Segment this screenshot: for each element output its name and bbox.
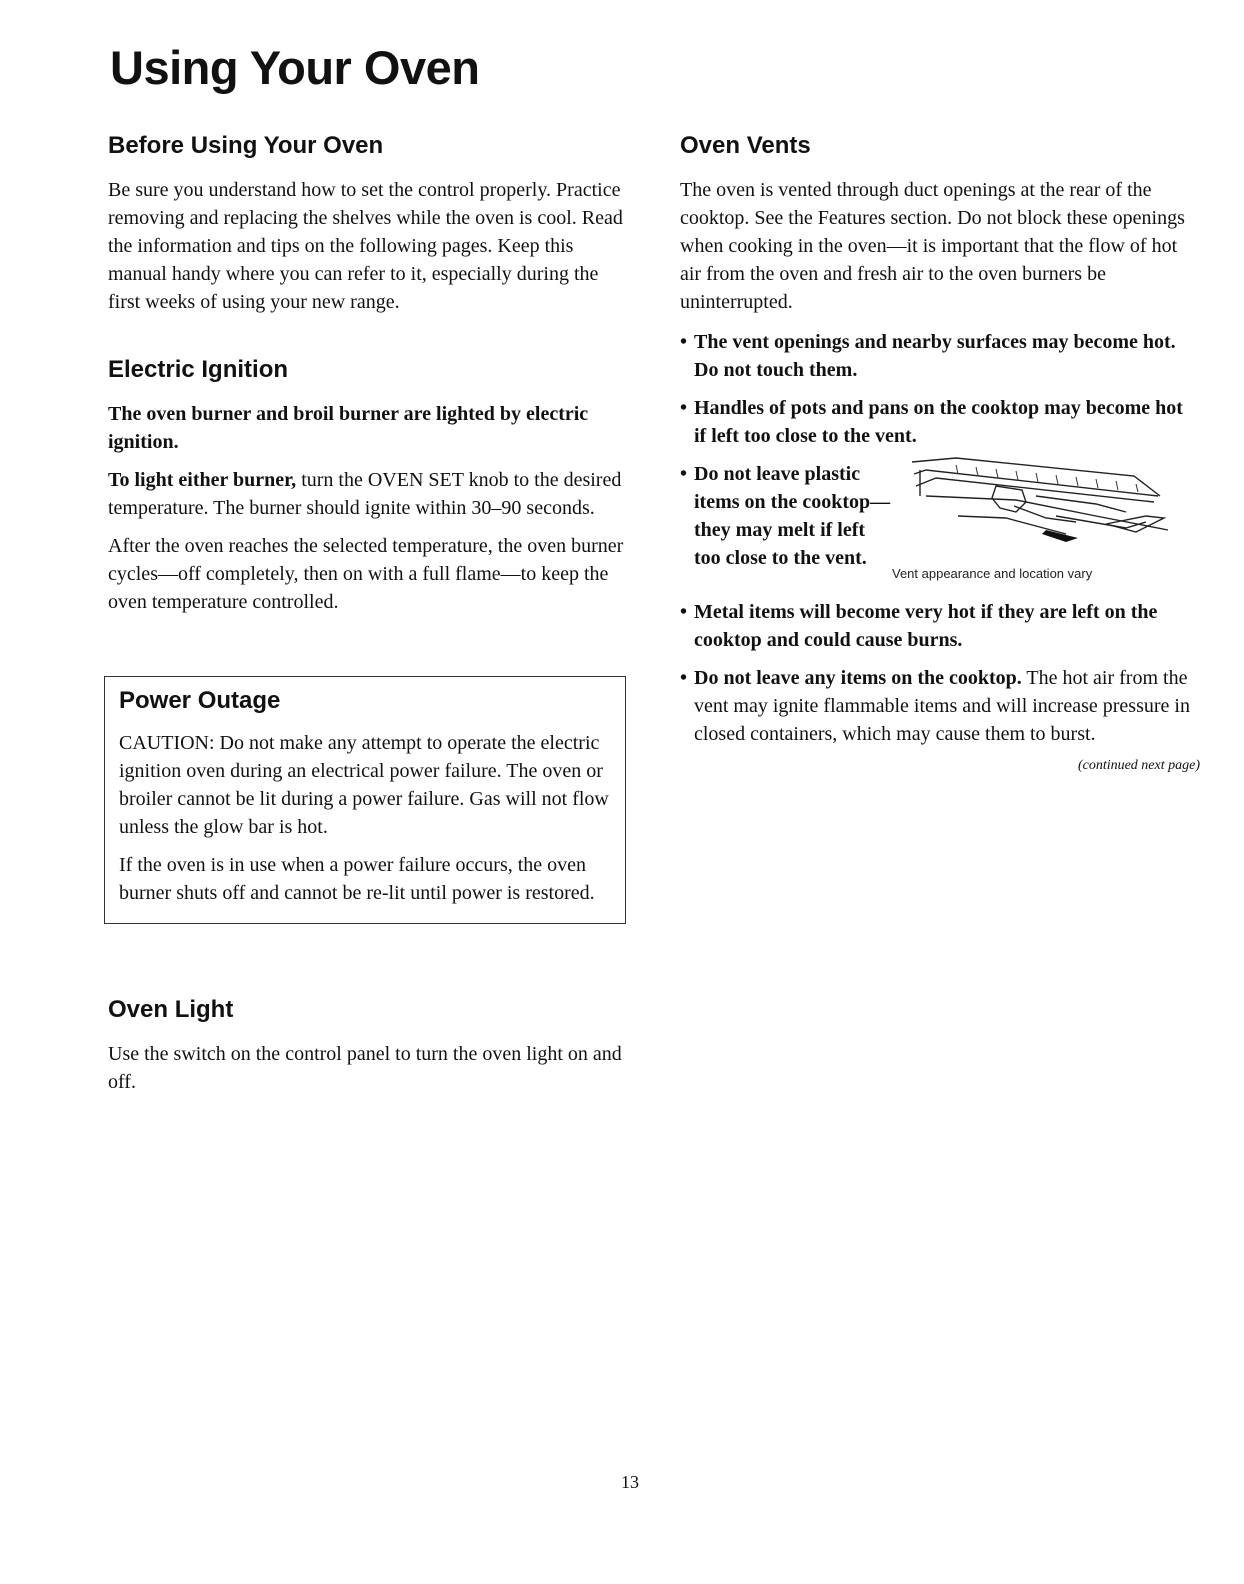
vent-figure-caption: Vent appearance and location vary (892, 566, 1093, 581)
light-burner-text: turn the OVEN SET knob to the desired temperature. The burner should ignite within 30–90 seconds. (108, 469, 622, 519)
section-before-using (108, 132, 628, 316)
caution-text: Do not make any attempt to operate the electric ignition oven during an electrical power failure. The oven or broiler cannot be lit during a power failure. Gas will not flow unless the glow bar is hot. (119, 732, 609, 838)
power-outage-paragraph-2: If the oven is in use when a power failure occurs, the oven burner shuts off and cannot be re-lit until power is restored. (119, 854, 595, 904)
power-outage-caution (119, 729, 613, 841)
power-outage-box (104, 676, 626, 924)
vent-warning-5 (680, 664, 1200, 748)
page-title: Using Your Oven (110, 41, 480, 94)
vent-warning-4: • Metal items will become very hot if they are left on the cooktop and could cause burns. (680, 598, 1200, 654)
page-number: 13 (621, 1472, 639, 1492)
vent-warning-5-text: The hot air from the vent may ignite flammable items and will increase pressure in closed containers, which may cause them to burst. (694, 667, 1190, 745)
section-electric-ignition (108, 356, 628, 616)
electric-ignition-lead: The oven burner and broil burner are lighted by electric ignition. (108, 403, 589, 453)
vent-warning-2: • Handles of pots and pans on the cooktop may become hot if left too close to the vent. (680, 394, 1200, 450)
section-heading-oven-light: Oven Light (108, 996, 234, 1023)
section-heading-oven-vents: Oven Vents (680, 132, 811, 159)
vent-warning-3 (680, 460, 1200, 588)
before-using-body: Be sure you understand how to set the control properly. Practice removing and replacing the shelves while the oven is cool. Read the information and tips on the following pages. Keep this manual handy where you can refer to it, especially during the first weeks of using your new range. (108, 179, 623, 313)
section-oven-vents (680, 132, 1200, 774)
oven-light-body: Use the switch on the control panel to turn the oven light on and off. (108, 1043, 622, 1093)
section-heading-electric-ignition: Electric Ignition (108, 356, 289, 383)
right-column (680, 132, 1200, 774)
vent-warning-5-lead: Do not leave any items on the cooktop. (694, 667, 1022, 689)
caution-label: CAUTION: (119, 732, 215, 754)
vent-warning-3-text: • Do not leave plastic items on the cooktop—they may melt if left too close to the vent. (694, 463, 891, 569)
electric-ignition-paragraph-3: After the oven reaches the selected temperature, the oven burner cycles—off completely, then on with a full flame—to keep the oven temperature controlled. (108, 535, 624, 613)
section-heading-before-using: Before Using Your Oven (108, 132, 384, 159)
vent-illustration (896, 456, 1188, 556)
section-oven-light (108, 996, 628, 1096)
vent-figure (892, 456, 1192, 580)
vent-warning-1: • The vent openings and nearby surfaces may become hot. Do not touch them. (680, 328, 1200, 384)
vent-warnings-list (680, 328, 1200, 748)
continued-note: (continued next page) (1077, 758, 1200, 773)
section-heading-power-outage: Power Outage (119, 687, 281, 714)
oven-vents-intro: The oven is vented through duct openings at the rear of the cooktop. See the Features section. Do not block these openings when cooking in the oven—it is important that the flow of hot air from the oven and fresh air to the oven burners be uninterrupted. (680, 179, 1185, 313)
left-column (108, 132, 628, 1106)
electric-ignition-paragraph-2 (108, 466, 628, 522)
light-burner-label: To light either burner, (108, 469, 297, 491)
